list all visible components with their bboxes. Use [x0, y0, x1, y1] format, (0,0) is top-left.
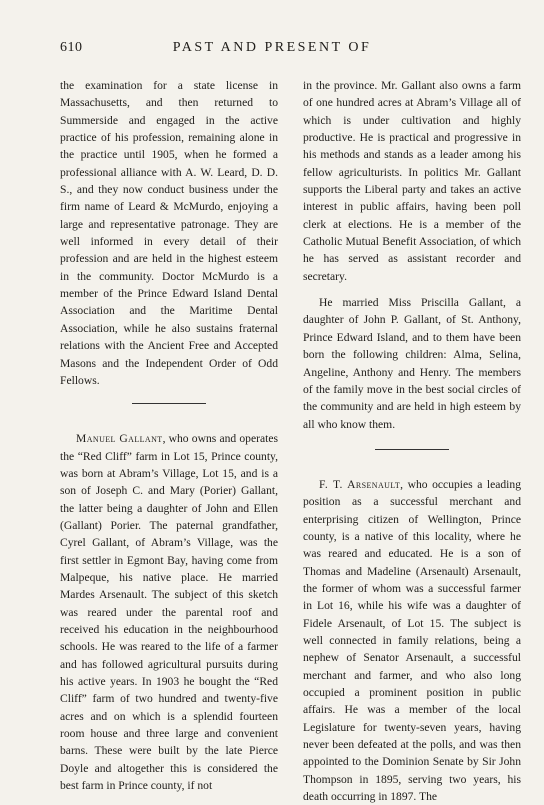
running-title: PAST AND PRESENT OF — [172, 40, 372, 55]
section-divider — [375, 449, 449, 450]
page-number: 610 — [60, 40, 83, 55]
paragraph-gallant-continued: in the province. Mr. Gallant also owns a farm of one hundred acres at Abram’s Village all of which is under cultivation and highly productive. He is practical and progressive in his methods and stands as a leader among his fellow agriculturists. In politics Mr. Gallant supports the Liberal party and takes an active interest in public affairs, having been poll clerk at elections. He is a member of the Catholic Mutual Benefit Association, of which he has served as assistant recorder and secretary. — [303, 79, 521, 283]
subject-name: Manuel Gallant — [76, 432, 163, 446]
subject-name: F. T. Arsenault — [319, 477, 401, 491]
left-column — [60, 77, 278, 794]
page-header — [60, 40, 484, 60]
right-column — [303, 77, 521, 805]
paragraph-text: , who occupies a leading position as a successful merchant and enterprising citizen of Wellington, Prince county, is a native of this locality, where he was reared and educated. He is a son of Thomas and Madeline (Arsenault) Arsenault, the former of whom was a successful farmer in Lot 16, while his wife was a daughter of Fidele Arsenault, of Lot 15. The subject is well connected in family relations, being a nephew of Senator Arsenault, a successful merchant and farmer, and who also long occupied a prominent position in public affairs. He was a member of the local Legislature for twenty-seven years, having never been defeated at the polls, and was then appointed to the Dominion Senate by Sir John Thompson in 1895, serving two years, his death occurring in 1897. The — [303, 477, 521, 804]
paragraph-manuel-gallant — [60, 430, 278, 794]
section-divider — [132, 403, 206, 404]
paragraph-arsenault — [303, 476, 521, 805]
paragraph-mcmurdo-continued: the examination for a state license in Massachusetts, and then returned to Summerside and engaged in the active practice of his profession, remaining alone in the practice until 1905, when he formed a professional alliance with A. W. Leard, D. D. S., and they now conduct business under the firm name of Leard & McMurdo, enjoying a large and representative patronage. They are well informed in every detail of their profession and are held in the highest esteem in the community. Doctor McMurdo is a member of the Prince Edward Island Dental Association and the Maritime Dental Association, while he also sustains fraternal relations with the Ancient Free and Accepted Masons and the Independent Order of Odd Fellows. — [60, 79, 278, 387]
paragraph-text: , who owns and operates the “Red Cliff” farm in Lot 15, Prince county, was born at Abram’s Village, Lot 15, and is a son of Joseph C. and Mary (Porier) Gallant, the latter being a daughter of John and Ellen (Gallant) Porier. The paternal grandfather, Cyrel Gallant, of Abram’s Village, was the first settler in Egmont Bay, having come from Malpeque, his native place. He married Mardes Arsenault. The subject of this sketch was reared under the parental roof and received his education in the neighbourhood schools. He was reared to the life of a farmer and has followed agricultural pursuits during his active years. In 1903 he bought the “Red Cliff” farm of two hundred and twenty-five acres and on which is a splendid fourteen room house and three large and convenient barns. These were built by the late Pierce Doyle and altogether this is considered the best farm in Prince county, if not — [60, 432, 278, 793]
paragraph-gallant-family: He married Miss Priscilla Gallant, a daughter of John P. Gallant, of St. Anthony, Prince Edward Island, and to them have been born the following children: Alma, Selina, Angeline, Anthony and Henry. The members of the family move in the best social circles of the community and are held in high esteem by all who know them. — [303, 296, 521, 431]
